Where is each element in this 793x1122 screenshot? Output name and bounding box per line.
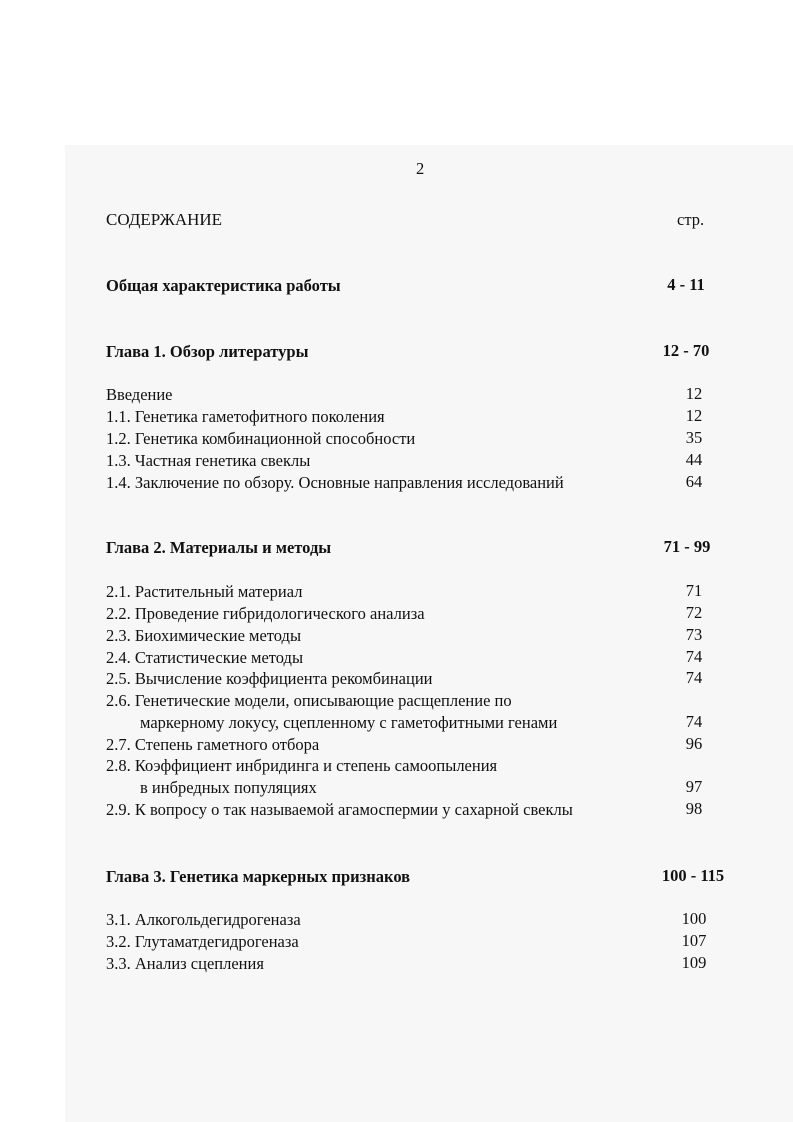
toc-item-page: 74 — [685, 712, 703, 731]
toc-item-page: 96 — [685, 734, 703, 753]
toc-item-label: 2.8. Коэффициент инбридинга и степень самоопыления — [106, 756, 498, 775]
toc-item-label: 1.4. Заключение по обзору. Основные направления исследований — [106, 473, 564, 492]
chapter3-title: Глава 3. Генетика маркерных признаков — [106, 867, 411, 886]
chapter2-title: Глава 2. Материалы и методы — [106, 538, 332, 557]
toc-item-page: 109 — [681, 953, 707, 972]
toc-title: СОДЕРЖАНИЕ — [106, 210, 223, 229]
toc-item-label: 2.6. Генетические модели, описывающие расщепление по — [106, 691, 512, 710]
chapter3-pages: 100 - 115 — [661, 866, 725, 885]
general-pages: 4 - 11 — [667, 275, 705, 294]
toc-item-label: 3.2. Глутаматдегидрогеназа — [106, 932, 299, 951]
toc-item-label: Введение — [106, 385, 173, 404]
toc-item-page: 12 — [685, 406, 703, 425]
toc-item-page: 44 — [685, 450, 703, 469]
toc-item-label: 3.1. Алкогольдегидрогеназа — [106, 910, 301, 929]
toc-item-label: 2.2. Проведение гибридологического анализа — [106, 604, 425, 623]
page-number: 2 — [416, 159, 425, 178]
chapter1-title: Глава 1. Обзор литературы — [106, 342, 309, 361]
toc-item-page: 64 — [685, 472, 703, 491]
toc-item-label: 1.3. Частная генетика свеклы — [106, 451, 311, 470]
toc-item-label: 2.9. К вопросу о так называемой агамоспермии у сахарной свеклы — [106, 800, 573, 819]
toc-item-page: 73 — [685, 625, 703, 644]
chapter2-pages: 71 - 99 — [663, 537, 711, 556]
toc-item-page: 97 — [685, 777, 703, 796]
toc-item-label: 2.1. Растительный материал — [106, 582, 303, 601]
toc-item-page: 74 — [685, 647, 703, 666]
toc-item-label: 1.2. Генетика комбинационной способности — [106, 429, 416, 448]
page-column-label: стр. — [677, 210, 705, 229]
toc-item-page: 107 — [681, 931, 707, 950]
toc-item-label: 2.5. Вычисление коэффициента рекомбинации — [106, 669, 433, 688]
toc-item-page: 71 — [685, 581, 703, 600]
general-title: Общая характеристика работы — [106, 276, 341, 295]
toc-item-page: 98 — [685, 799, 703, 818]
toc-item-label: 2.7. Степень гаметного отбора — [106, 735, 320, 754]
toc-item-label: 2.4. Статистические методы — [106, 648, 304, 667]
toc-item-page: 74 — [685, 668, 703, 687]
toc-item-page: 12 — [685, 384, 703, 403]
toc-item-label-cont: маркерному локусу, сцепленному с гаметофитными генами — [140, 713, 558, 732]
toc-item-label: 1.1. Генетика гаметофитного поколения — [106, 407, 385, 426]
toc-item-page: 72 — [685, 603, 703, 622]
toc-item-label: 3.3. Анализ сцепления — [106, 954, 264, 973]
toc-item-page: 100 — [681, 909, 707, 928]
toc-item-page: 35 — [685, 428, 703, 447]
chapter1-pages: 12 - 70 — [662, 341, 710, 360]
toc-item-label: 2.3. Биохимические методы — [106, 626, 302, 645]
toc-item-label-cont: в инбредных популяциях — [140, 778, 317, 797]
